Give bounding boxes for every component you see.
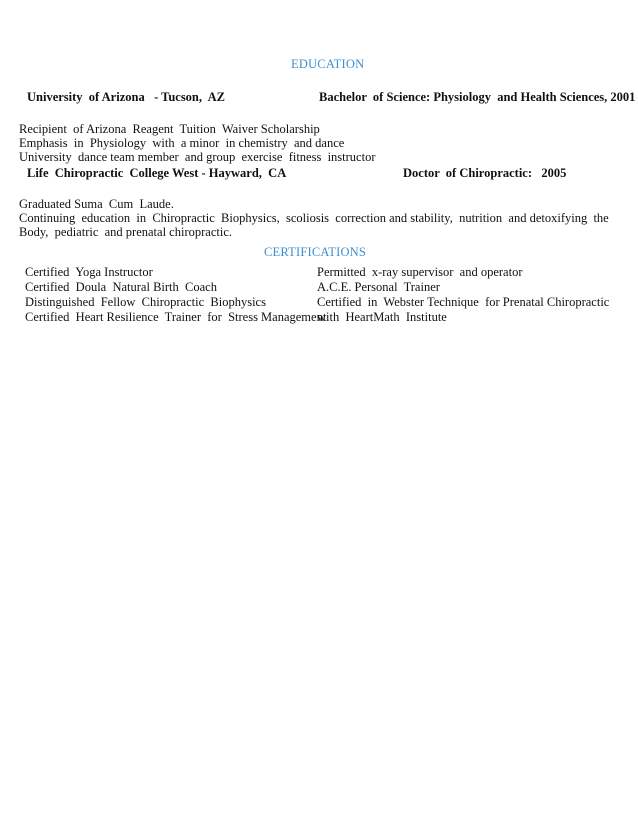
education-detail: Emphasis in Physiology with a minor in chemistry and dance (19, 136, 345, 150)
certification-item: with HeartMath Institute (317, 310, 447, 324)
education-detail: University dance team member and group exercise fitness instructor (19, 150, 376, 164)
certification-item: Certified Doula Natural Birth Coach (25, 280, 217, 294)
degree-line: Bachelor of Science: Physiology and Health Sciences, 2001 (319, 90, 636, 104)
certification-item: Certified Yoga Instructor (25, 265, 153, 279)
certifications-heading: CERTIFICATIONS (264, 245, 367, 259)
education-detail: Recipient of Arizona Reagent Tuition Waiver Scholarship (19, 122, 320, 136)
school-name: Life Chiropractic College West - Hayward, CA (27, 166, 287, 180)
certification-item: Permitted x-ray supervisor and operator (317, 265, 523, 279)
education-detail: Continuing education in Chiropractic Biophysics, scoliosis correction and stability, nutrition and detoxifying the (19, 211, 609, 225)
certification-item: Certified Heart Resilience Trainer for Stress Management (25, 310, 327, 324)
school-name: University of Arizona - Tucson, AZ (27, 90, 225, 104)
degree-line: Doctor of Chiropractic: 2005 (403, 166, 567, 180)
education-heading: EDUCATION (291, 57, 365, 71)
certification-item: A.C.E. Personal Trainer (317, 280, 440, 294)
education-detail: Body, pediatric and prenatal chiropractic. (19, 225, 232, 239)
certification-item: Certified in Webster Technique for Prenatal Chiropractic (317, 295, 610, 309)
certification-item: Distinguished Fellow Chiropractic Biophysics (25, 295, 266, 309)
education-detail: Graduated Suma Cum Laude. (19, 197, 174, 211)
